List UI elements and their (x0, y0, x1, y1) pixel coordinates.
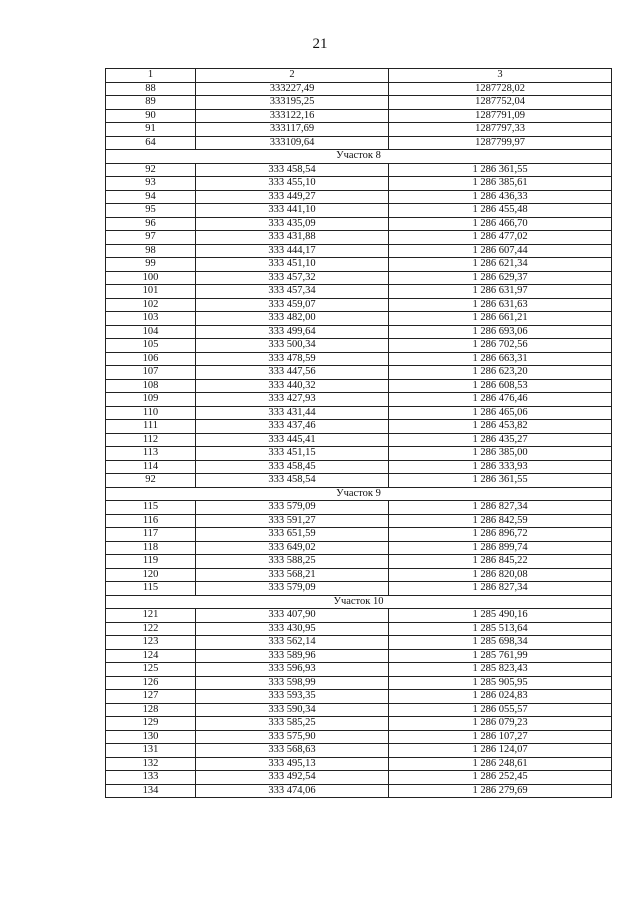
x-coordinate-cell: 333 568,63 (196, 744, 389, 758)
table-row (106, 379, 612, 393)
table-row (106, 393, 612, 407)
point-number-cell: 101 (106, 285, 196, 299)
table-row (106, 622, 612, 636)
table-row (106, 123, 612, 137)
point-number-cell: 110 (106, 406, 196, 420)
y-coordinate-cell: 1 286 899,74 (389, 541, 612, 555)
y-coordinate-cell: 1 285 490,16 (389, 609, 612, 623)
y-coordinate-cell: 1 286 827,34 (389, 582, 612, 596)
table-header-row (106, 69, 612, 83)
x-coordinate-cell: 333 451,10 (196, 258, 389, 272)
table-row (106, 609, 612, 623)
section-row (106, 487, 612, 501)
x-coordinate-cell: 333 440,32 (196, 379, 389, 393)
table-row (106, 717, 612, 731)
y-coordinate-cell: 1 286 476,46 (389, 393, 612, 407)
y-coordinate-cell: 1 286 248,61 (389, 757, 612, 771)
x-coordinate-cell: 333117,69 (196, 123, 389, 137)
y-coordinate-cell: 1 286 453,82 (389, 420, 612, 434)
y-coordinate-cell: 1 286 477,02 (389, 231, 612, 245)
table-row (106, 190, 612, 204)
y-coordinate-cell: 1 286 435,27 (389, 433, 612, 447)
x-coordinate-cell: 333 478,59 (196, 352, 389, 366)
y-coordinate-cell: 1 285 761,99 (389, 649, 612, 663)
table-row (106, 298, 612, 312)
y-coordinate-cell: 1 286 623,20 (389, 366, 612, 380)
table-row (106, 366, 612, 380)
y-coordinate-cell: 1 286 629,37 (389, 271, 612, 285)
y-coordinate-cell: 1 286 124,07 (389, 744, 612, 758)
column-header-x: 2 (196, 69, 389, 83)
x-coordinate-cell: 333 596,93 (196, 663, 389, 677)
y-coordinate-cell: 1 286 896,72 (389, 528, 612, 542)
point-number-cell: 120 (106, 568, 196, 582)
x-coordinate-cell: 333 591,27 (196, 514, 389, 528)
y-coordinate-cell: 1 286 466,70 (389, 217, 612, 231)
y-coordinate-cell: 1 286 702,56 (389, 339, 612, 353)
y-coordinate-cell: 1 286 055,57 (389, 703, 612, 717)
table-row (106, 406, 612, 420)
y-coordinate-cell: 1 286 621,34 (389, 258, 612, 272)
table-row (106, 757, 612, 771)
section-title: Участок 8 (106, 150, 612, 164)
point-number-cell: 112 (106, 433, 196, 447)
x-coordinate-cell: 333 651,59 (196, 528, 389, 542)
x-coordinate-cell: 333 431,44 (196, 406, 389, 420)
table-row (106, 676, 612, 690)
x-coordinate-cell: 333 482,00 (196, 312, 389, 326)
table-row (106, 514, 612, 528)
x-coordinate-cell: 333 455,10 (196, 177, 389, 191)
point-number-cell: 118 (106, 541, 196, 555)
column-header-y: 3 (389, 69, 612, 83)
point-number-cell: 116 (106, 514, 196, 528)
x-coordinate-cell: 333 590,34 (196, 703, 389, 717)
point-number-cell: 108 (106, 379, 196, 393)
column-header-point: 1 (106, 69, 196, 83)
table-row (106, 204, 612, 218)
table-row (106, 96, 612, 110)
section-row (106, 150, 612, 164)
point-number-cell: 124 (106, 649, 196, 663)
y-coordinate-cell: 1 286 607,44 (389, 244, 612, 258)
page-number: 21 (312, 36, 328, 52)
x-coordinate-cell: 333 427,93 (196, 393, 389, 407)
table-row (106, 690, 612, 704)
x-coordinate-cell: 333 474,06 (196, 784, 389, 798)
x-coordinate-cell: 333 441,10 (196, 204, 389, 218)
point-number-cell: 98 (106, 244, 196, 258)
y-coordinate-cell: 1 286 661,21 (389, 312, 612, 326)
y-coordinate-cell: 1 286 279,69 (389, 784, 612, 798)
table-row (106, 231, 612, 245)
point-number-cell: 134 (106, 784, 196, 798)
point-number-cell: 122 (106, 622, 196, 636)
x-coordinate-cell: 333122,16 (196, 109, 389, 123)
point-number-cell: 92 (106, 474, 196, 488)
table-row (106, 541, 612, 555)
point-number-cell: 91 (106, 123, 196, 137)
x-coordinate-cell: 333 445,41 (196, 433, 389, 447)
x-coordinate-cell: 333 444,17 (196, 244, 389, 258)
x-coordinate-cell: 333 430,95 (196, 622, 389, 636)
table-row (106, 447, 612, 461)
point-number-cell: 100 (106, 271, 196, 285)
point-number-cell: 103 (106, 312, 196, 326)
table-row (106, 136, 612, 150)
y-coordinate-cell: 1287752,04 (389, 96, 612, 110)
point-number-cell: 64 (106, 136, 196, 150)
point-number-cell: 97 (106, 231, 196, 245)
y-coordinate-cell: 1 286 436,33 (389, 190, 612, 204)
x-coordinate-cell: 333 593,35 (196, 690, 389, 704)
y-coordinate-cell: 1 286 693,06 (389, 325, 612, 339)
x-coordinate-cell: 333 457,34 (196, 285, 389, 299)
y-coordinate-cell: 1 285 905,95 (389, 676, 612, 690)
point-number-cell: 119 (106, 555, 196, 569)
y-coordinate-cell: 1 286 631,63 (389, 298, 612, 312)
section-row (106, 595, 612, 609)
x-coordinate-cell: 333 499,64 (196, 325, 389, 339)
x-coordinate-cell: 333 589,96 (196, 649, 389, 663)
point-number-cell: 99 (106, 258, 196, 272)
point-number-cell: 129 (106, 717, 196, 731)
table-row (106, 352, 612, 366)
x-coordinate-cell: 333 457,32 (196, 271, 389, 285)
table-row (106, 285, 612, 299)
point-number-cell: 92 (106, 163, 196, 177)
x-coordinate-cell: 333 431,88 (196, 231, 389, 245)
point-number-cell: 132 (106, 757, 196, 771)
point-number-cell: 115 (106, 582, 196, 596)
y-coordinate-cell: 1 286 361,55 (389, 163, 612, 177)
table-row (106, 312, 612, 326)
point-number-cell: 125 (106, 663, 196, 677)
x-coordinate-cell: 333 588,25 (196, 555, 389, 569)
y-coordinate-cell: 1 286 663,31 (389, 352, 612, 366)
x-coordinate-cell: 333 500,34 (196, 339, 389, 353)
table-row (106, 474, 612, 488)
y-coordinate-cell: 1 286 455,48 (389, 204, 612, 218)
y-coordinate-cell: 1 285 513,64 (389, 622, 612, 636)
section-title: Участок 10 (106, 595, 612, 609)
point-number-cell: 105 (106, 339, 196, 353)
y-coordinate-cell: 1 285 823,43 (389, 663, 612, 677)
y-coordinate-cell: 1 286 385,00 (389, 447, 612, 461)
y-coordinate-cell: 1 286 608,53 (389, 379, 612, 393)
y-coordinate-cell: 1 286 820,08 (389, 568, 612, 582)
point-number-cell: 126 (106, 676, 196, 690)
point-number-cell: 95 (106, 204, 196, 218)
x-coordinate-cell: 333 458,45 (196, 460, 389, 474)
y-coordinate-cell: 1 286 252,45 (389, 771, 612, 785)
table-row (106, 177, 612, 191)
y-coordinate-cell: 1287728,02 (389, 82, 612, 96)
x-coordinate-cell: 333 458,54 (196, 474, 389, 488)
table-row (106, 501, 612, 515)
x-coordinate-cell: 333 492,54 (196, 771, 389, 785)
y-coordinate-cell: 1 286 827,34 (389, 501, 612, 515)
x-coordinate-cell: 333 458,54 (196, 163, 389, 177)
table-row (106, 730, 612, 744)
x-coordinate-cell: 333 449,27 (196, 190, 389, 204)
point-number-cell: 114 (106, 460, 196, 474)
y-coordinate-cell: 1287791,09 (389, 109, 612, 123)
point-number-cell: 106 (106, 352, 196, 366)
point-number-cell: 113 (106, 447, 196, 461)
table-row (106, 244, 612, 258)
y-coordinate-cell: 1 286 024,83 (389, 690, 612, 704)
x-coordinate-cell: 333 575,90 (196, 730, 389, 744)
point-number-cell: 96 (106, 217, 196, 231)
x-coordinate-cell: 333 579,09 (196, 582, 389, 596)
table-row (106, 771, 612, 785)
point-number-cell: 123 (106, 636, 196, 650)
y-coordinate-cell: 1 286 631,97 (389, 285, 612, 299)
y-coordinate-cell: 1 286 845,22 (389, 555, 612, 569)
point-number-cell: 93 (106, 177, 196, 191)
point-number-cell: 111 (106, 420, 196, 434)
x-coordinate-cell: 333 579,09 (196, 501, 389, 515)
table-row (106, 460, 612, 474)
point-number-cell: 130 (106, 730, 196, 744)
point-number-cell: 133 (106, 771, 196, 785)
point-number-cell: 107 (106, 366, 196, 380)
table-row (106, 433, 612, 447)
y-coordinate-cell: 1 286 107,27 (389, 730, 612, 744)
section-title: Участок 9 (106, 487, 612, 501)
x-coordinate-cell: 333 649,02 (196, 541, 389, 555)
point-number-cell: 128 (106, 703, 196, 717)
table-row (106, 784, 612, 798)
y-coordinate-cell: 1 286 842,59 (389, 514, 612, 528)
y-coordinate-cell: 1 286 361,55 (389, 474, 612, 488)
table-row (106, 271, 612, 285)
x-coordinate-cell: 333 407,90 (196, 609, 389, 623)
point-number-cell: 117 (106, 528, 196, 542)
table-row (106, 744, 612, 758)
table-row (106, 163, 612, 177)
point-number-cell: 89 (106, 96, 196, 110)
y-coordinate-cell: 1287799,97 (389, 136, 612, 150)
point-number-cell: 88 (106, 82, 196, 96)
table-row (106, 339, 612, 353)
y-coordinate-cell: 1 286 079,23 (389, 717, 612, 731)
x-coordinate-cell: 333 568,21 (196, 568, 389, 582)
y-coordinate-cell: 1 286 385,61 (389, 177, 612, 191)
coordinates-table (105, 68, 612, 798)
table-row (106, 82, 612, 96)
table-row (106, 636, 612, 650)
x-coordinate-cell: 333195,25 (196, 96, 389, 110)
point-number-cell: 90 (106, 109, 196, 123)
table-row (106, 663, 612, 677)
y-coordinate-cell: 1 285 698,34 (389, 636, 612, 650)
table-row (106, 568, 612, 582)
x-coordinate-cell: 333 585,25 (196, 717, 389, 731)
point-number-cell: 115 (106, 501, 196, 515)
table-row (106, 555, 612, 569)
table-row (106, 582, 612, 596)
y-coordinate-cell: 1287797,33 (389, 123, 612, 137)
point-number-cell: 121 (106, 609, 196, 623)
x-coordinate-cell: 333 598,99 (196, 676, 389, 690)
x-coordinate-cell: 333 459,07 (196, 298, 389, 312)
table-row (106, 217, 612, 231)
table-row (106, 258, 612, 272)
point-number-cell: 104 (106, 325, 196, 339)
x-coordinate-cell: 333227,49 (196, 82, 389, 96)
point-number-cell: 109 (106, 393, 196, 407)
x-coordinate-cell: 333 437,46 (196, 420, 389, 434)
x-coordinate-cell: 333109,64 (196, 136, 389, 150)
table-body (106, 82, 612, 798)
table-row (106, 420, 612, 434)
x-coordinate-cell: 333 495,13 (196, 757, 389, 771)
y-coordinate-cell: 1 286 333,93 (389, 460, 612, 474)
table-row (106, 649, 612, 663)
x-coordinate-cell: 333 562,14 (196, 636, 389, 650)
point-number-cell: 127 (106, 690, 196, 704)
table-row (106, 325, 612, 339)
x-coordinate-cell: 333 435,09 (196, 217, 389, 231)
table-row (106, 703, 612, 717)
y-coordinate-cell: 1 286 465,06 (389, 406, 612, 420)
x-coordinate-cell: 333 447,56 (196, 366, 389, 380)
point-number-cell: 131 (106, 744, 196, 758)
table-row (106, 528, 612, 542)
x-coordinate-cell: 333 451,15 (196, 447, 389, 461)
table-row (106, 109, 612, 123)
point-number-cell: 102 (106, 298, 196, 312)
point-number-cell: 94 (106, 190, 196, 204)
